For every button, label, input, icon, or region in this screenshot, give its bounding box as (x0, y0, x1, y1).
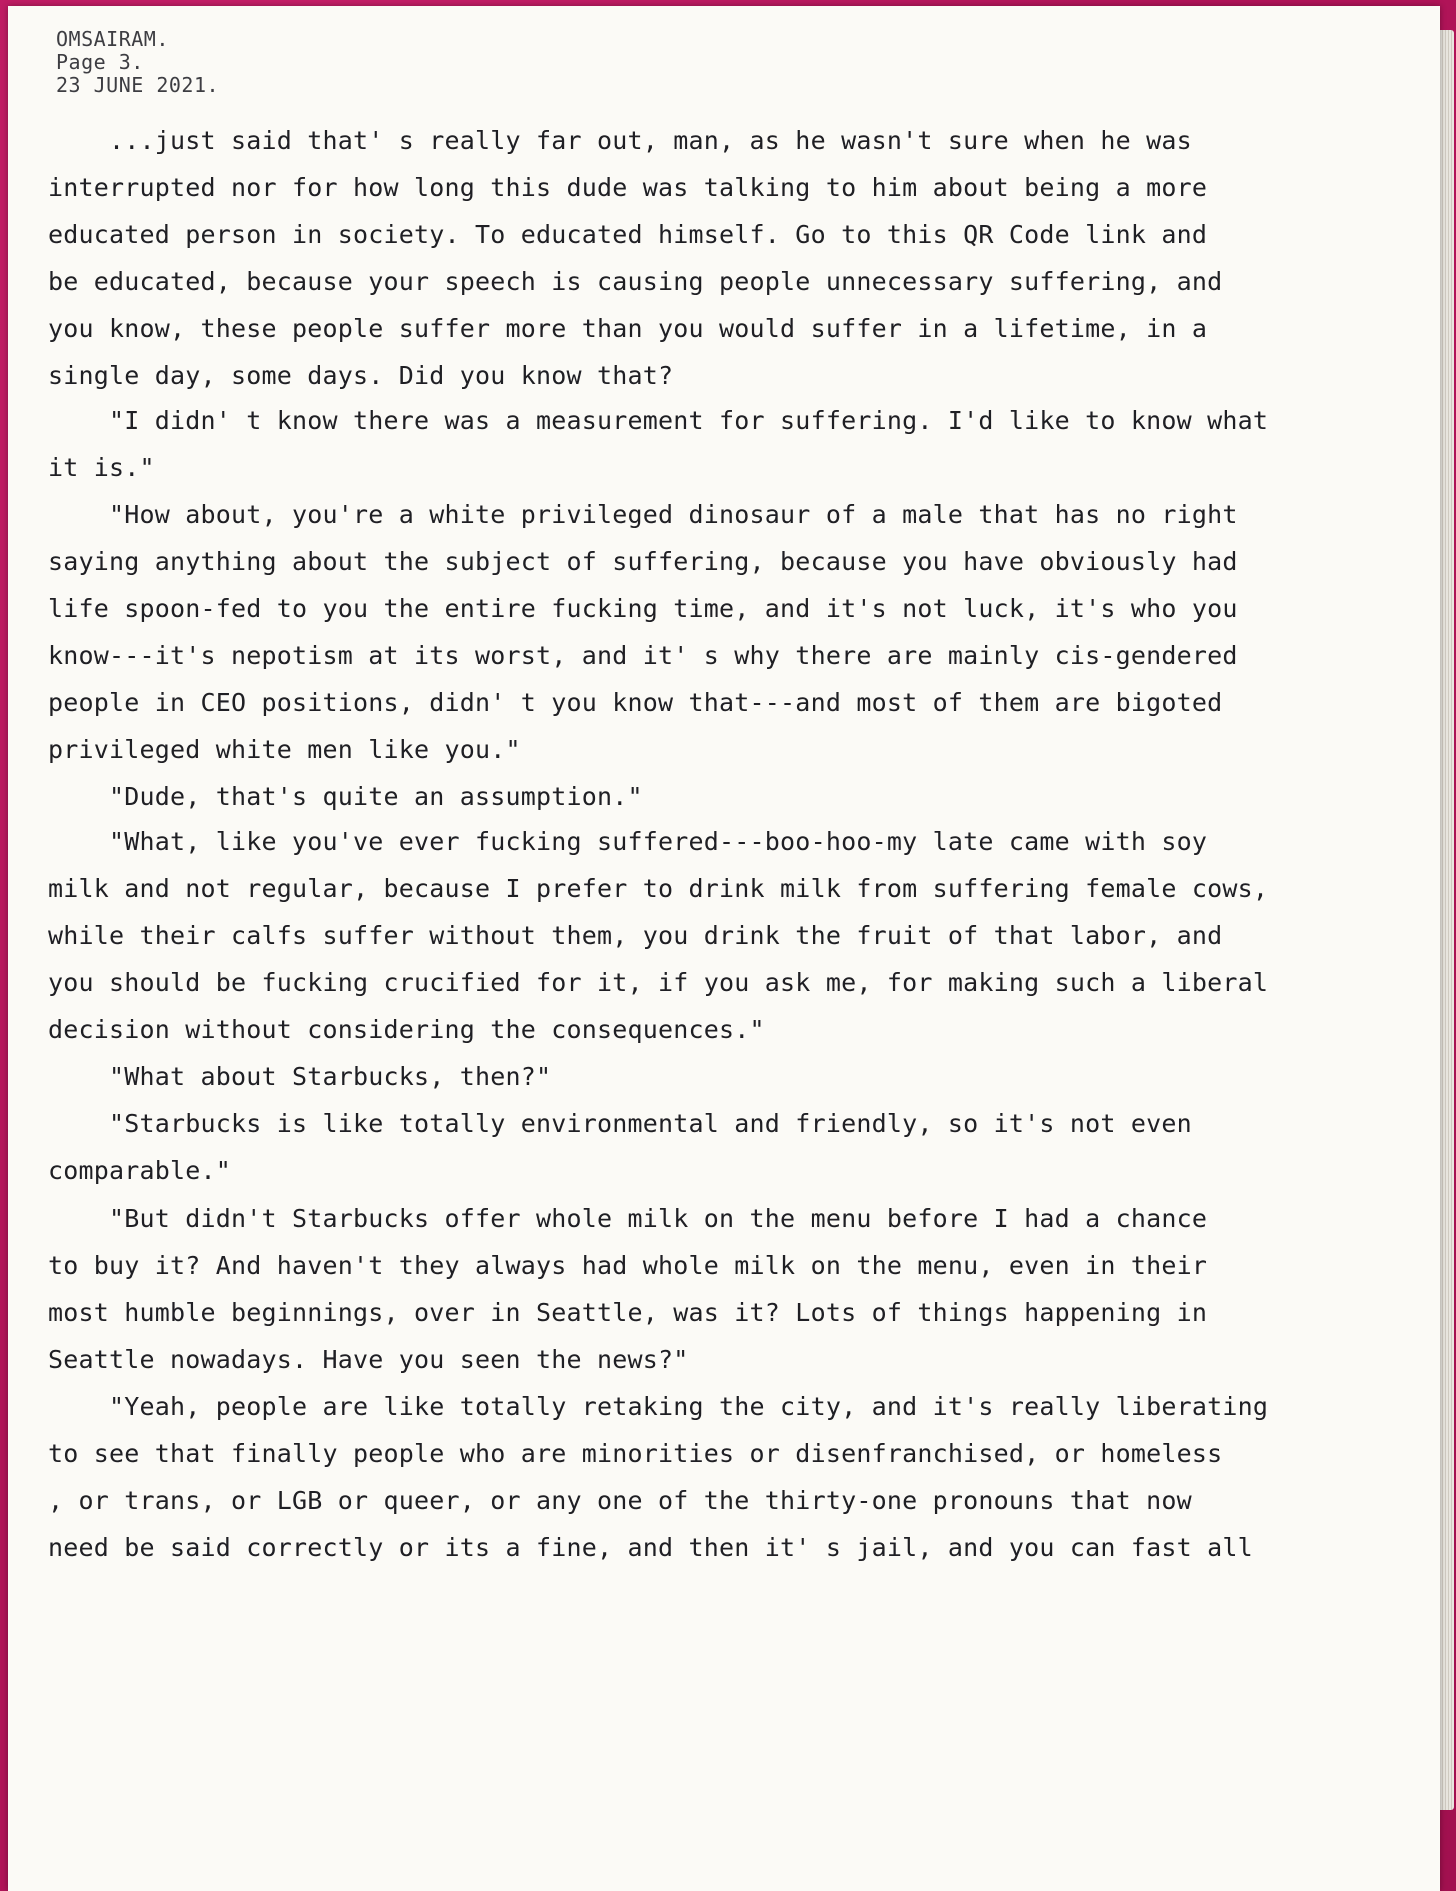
text-line: privileged white men like you." (48, 735, 521, 764)
header-title: OMSAIRAM. (56, 27, 169, 51)
text-line: people in CEO positions, didn' t you know that---and most of them are bigoted (48, 688, 1223, 717)
text-line: to buy it? And haven't they always had whole milk on the menu, even in their (48, 1251, 1208, 1280)
text-line: saying anything about the subject of suffering, because you have obviously had (48, 547, 1238, 576)
text-line: "Yeah, people are like totally retaking the city, and it's really liberating (48, 1392, 1269, 1421)
text-line: educated person in society. To educated himself. Go to this QR Code link and (48, 220, 1208, 249)
text-line: need be said correctly or its a fine, and then it' s jail, and you can fast all (48, 1533, 1253, 1562)
text-line: be educated, because your speech is causing people unnecessary suffering, and (48, 267, 1223, 296)
typed-page (8, 6, 1440, 1891)
text-line: comparable." (48, 1156, 232, 1185)
text-line: to see that finally people who are minorities or disenfranchised, or homeless (48, 1439, 1223, 1468)
page-header (56, 28, 219, 97)
text-line: Seattle nowadays. Have you seen the news?" (48, 1345, 689, 1374)
text-line: you know, these people suffer more than you would suffer in a lifetime, in a (48, 314, 1208, 343)
text-line: while their calfs suffer without them, you drink the fruit of that labor, and (48, 921, 1223, 950)
text-line: , or trans, or LGB or queer, or any one of the thirty-one pronouns that now (48, 1486, 1192, 1515)
page-stack-edge (1440, 30, 1454, 1810)
text-line: know---it's nepotism at its worst, and it' s why there are mainly cis-gendered (48, 641, 1238, 670)
header-date: 23 JUNE 2021. (56, 73, 220, 97)
text-line: interrupted nor for how long this dude was talking to him about being a more (48, 173, 1208, 202)
text-line: "I didn' t know there was a measurement for suffering. I'd like to know what (48, 406, 1269, 435)
text-line: ...just said that' s really far out, man, as he wasn't sure when he was (48, 126, 1192, 155)
text-line: decision without considering the consequences." (48, 1015, 765, 1044)
header-page-number: Page 3. (56, 50, 144, 74)
text-line: you should be fucking crucified for it, if you ask me, for making such a liberal (48, 968, 1269, 997)
text-line: "What about Starbucks, then?" (48, 1062, 552, 1091)
text-line: most humble beginnings, over in Seattle, was it? Lots of things happening in (48, 1298, 1208, 1327)
text-line: "But didn't Starbucks offer whole milk on the menu before I had a chance (48, 1204, 1208, 1233)
text-line: single day, some days. Did you know that? (48, 361, 674, 390)
text-line: "How about, you're a white privileged dinosaur of a male that has no right (48, 500, 1238, 529)
text-line: "Starbucks is like totally environmental and friendly, so it's not even (48, 1109, 1192, 1138)
text-line: milk and not regular, because I prefer to drink milk from suffering female cows, (48, 874, 1269, 903)
text-line: it is." (48, 453, 155, 482)
text-line: "What, like you've ever fucking suffered---boo-hoo-my late came with soy (48, 827, 1208, 856)
text-line: life spoon-fed to you the entire fucking time, and it's not luck, it's who you (48, 594, 1238, 623)
text-line: "Dude, that's quite an assumption." (48, 782, 643, 811)
